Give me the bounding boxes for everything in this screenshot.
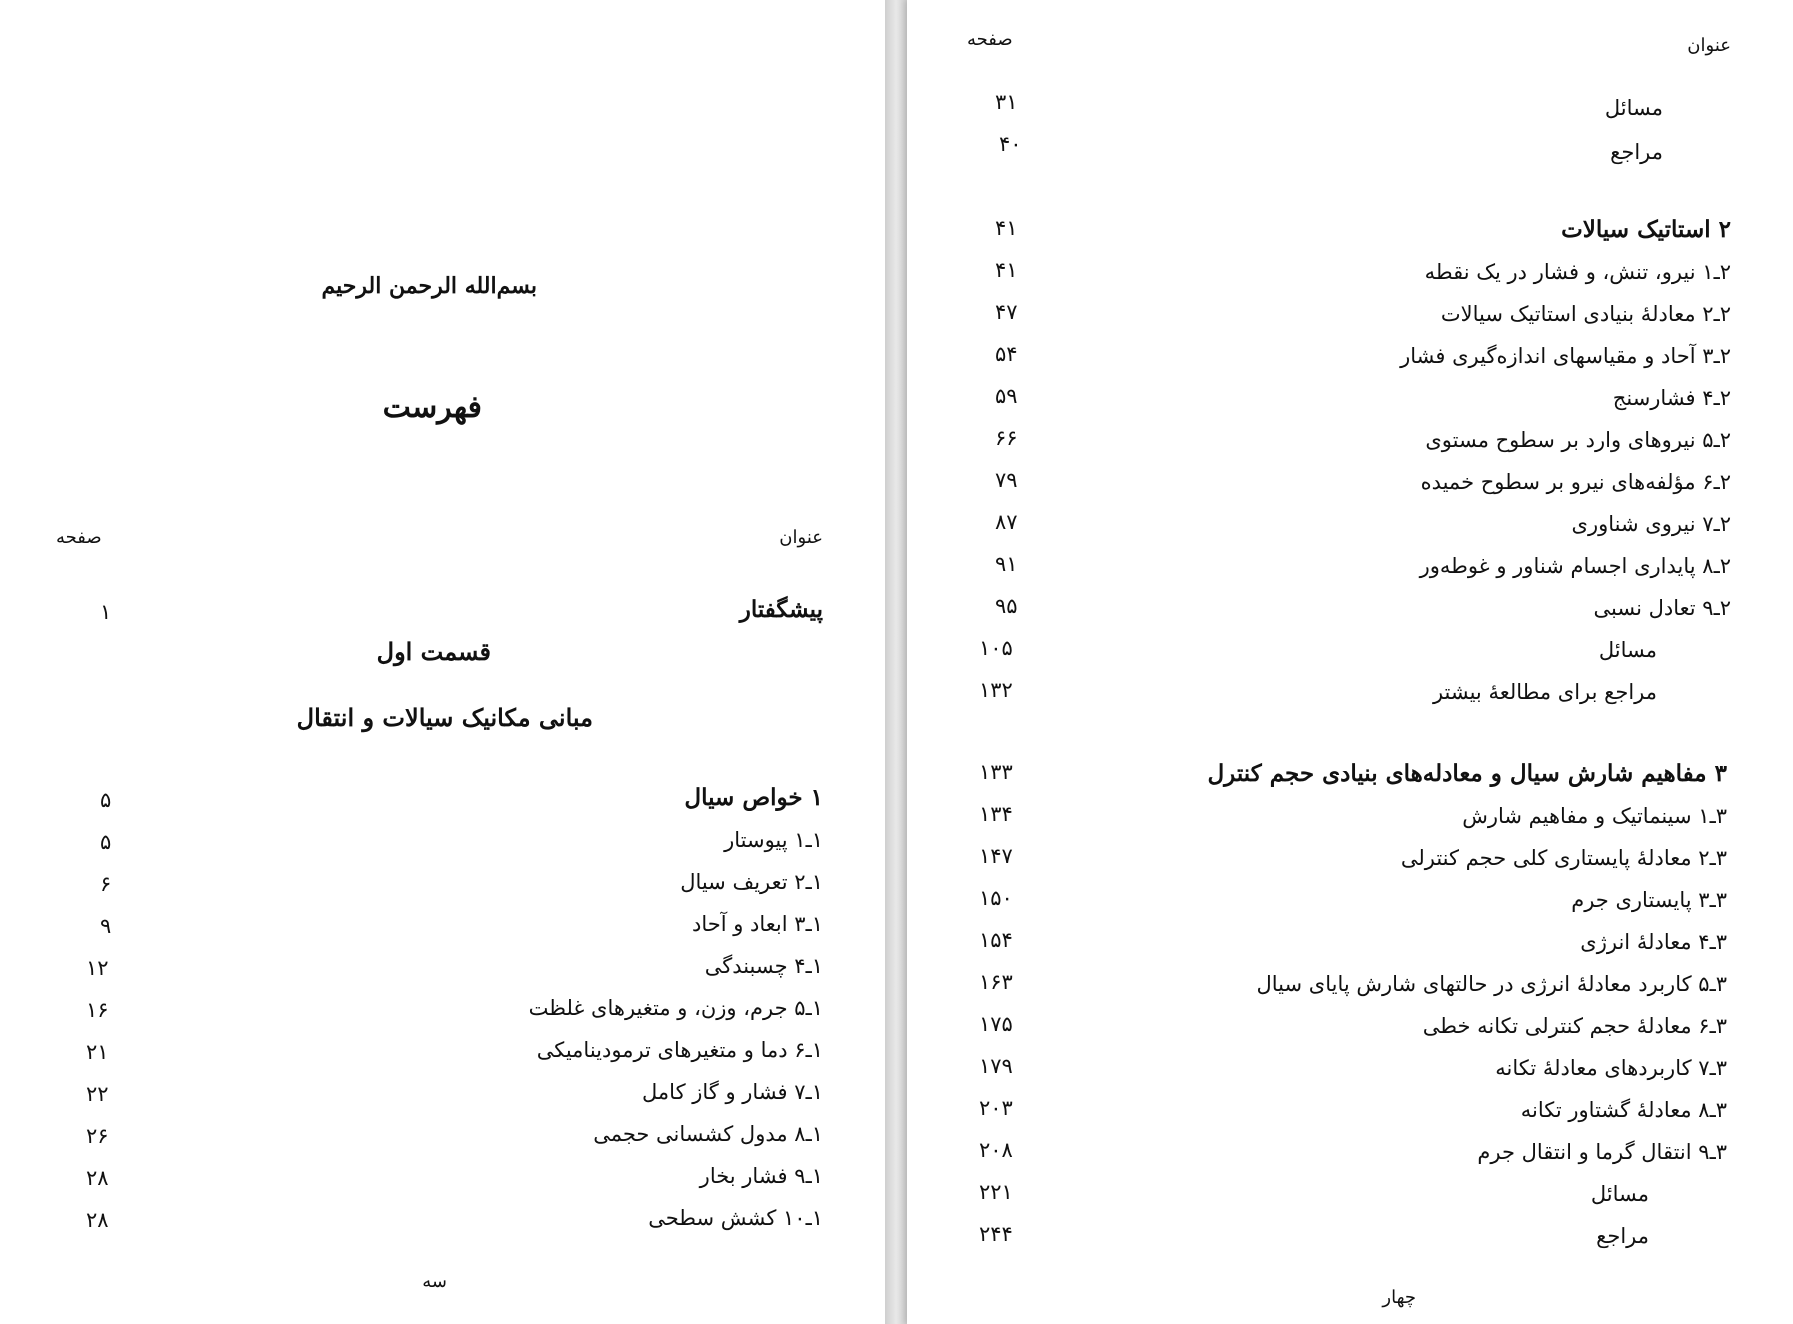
toc-item-page: ۱۰۵: [979, 636, 1013, 660]
toc-item-label: ۲ـ۷ نیروی شناوری: [1571, 512, 1731, 536]
toc-item-label: ۲ـ۴ فشارسنج: [1612, 386, 1731, 410]
toc-item-page: ۲۸: [86, 1208, 109, 1232]
bismillah: بسم‌الله الرحمن الرحیم: [321, 273, 537, 299]
toc-item-page: ۴۱: [995, 258, 1018, 282]
toc-item-label: مسائل: [1590, 1182, 1649, 1206]
page-footer: سه: [422, 1271, 447, 1292]
toc-item-label: ۲ـ۲ معادلهٔ بنیادی استاتیک سیالات: [1440, 302, 1731, 326]
toc-item-page: ۱۳۲: [979, 678, 1013, 702]
toc-item-label: ۳ـ۷ کاربردهای معادلهٔ تکانه: [1495, 1056, 1727, 1080]
chapter-3-label: ۳ مفاهیم شارش سیال و معادله‌های بنیادی حجم کنترل: [1207, 760, 1727, 787]
toc-item-page: ۲۰۳: [979, 1096, 1013, 1120]
toc-item-label: ۳ـ۴ معادلهٔ انرژی: [1580, 930, 1727, 954]
chapter-3-page: ۱۳۳: [979, 760, 1013, 784]
toc-item-page: ۱۶: [86, 998, 109, 1022]
toc-item-label: ۱ـ۵ جرم، وزن، و متغیرهای غلظت: [528, 996, 823, 1020]
toc-item-label: ۱ـ۱ پیوستار: [724, 828, 823, 852]
toc-item-page: ۱۷۵: [979, 1012, 1013, 1036]
toc-item-label: ۱ـ۷ فشار و گاز کامل: [642, 1080, 823, 1104]
toc-item-page: ۲۸: [86, 1166, 109, 1190]
toc-item-label: ۱ـ۱۰ کشش سطحی: [648, 1206, 823, 1230]
book-gutter: [885, 0, 907, 1324]
chapter-2-label: ۲ استاتیک سیالات: [1561, 216, 1731, 243]
header-page: صفحه: [967, 29, 1013, 50]
toc-item-label: مراجع: [1596, 1224, 1649, 1248]
toc-item-label: ۳ـ۲ معادلهٔ پایستاری کلی حجم کنترلی: [1400, 846, 1727, 870]
toc-item-page: ۴۷: [995, 300, 1018, 324]
chapter-1-label: ۱ خواص سیال: [684, 784, 823, 811]
right-page: [907, 0, 1793, 1324]
toc-item-label: ۱ـ۸ مدول کشسانی حجمی: [593, 1122, 823, 1146]
page-title: فهرست: [382, 390, 482, 425]
toc-item-page: ۳۱: [995, 90, 1018, 114]
part-label: قسمت اول: [376, 637, 491, 666]
toc-item-page: ۱۴۷: [979, 844, 1013, 868]
page-footer: چهار: [1382, 1287, 1416, 1308]
toc-item-label: ۳ـ۶ معادلهٔ حجم کنترلی تکانه خطی: [1422, 1014, 1727, 1038]
toc-item-page: ۵۹: [995, 384, 1018, 408]
toc-item-label: ۱ـ۶ دما و متغیرهای ترمودینامیکی: [536, 1038, 823, 1062]
toc-item-label: مسائل: [1604, 96, 1663, 120]
toc-item-label: ۲ـ۶ مؤلفه‌های نیرو بر سطوح خمیده: [1420, 470, 1731, 494]
toc-item-page: ۱۵۰: [979, 886, 1013, 910]
toc-item-label: ۲ـ۳ آحاد و مقیاسهای اندازه‌گیری فشار: [1400, 344, 1731, 368]
preface-page: ۱: [100, 600, 112, 624]
toc-item-label: ۲ـ۹ تعادل نسبی: [1593, 596, 1731, 620]
toc-item-page: ۸۷: [995, 510, 1018, 534]
header-title: عنوان: [779, 527, 823, 548]
toc-item-page: ۶۶: [995, 426, 1018, 450]
toc-item-label: ۱ـ۴ چسبندگی: [704, 954, 823, 978]
toc-item-page: ۱۳۴: [979, 802, 1013, 826]
toc-item-page: ۲۲: [86, 1082, 109, 1106]
toc-item-page: ۹: [100, 914, 112, 938]
toc-item-page: ۷۹: [995, 468, 1018, 492]
part-title: مبانی مکانیک سیالات و انتقال: [296, 703, 593, 732]
toc-item-page: ۵: [100, 830, 112, 854]
toc-item-page: ۲۱: [86, 1040, 109, 1064]
toc-item-page: ۲۲۱: [979, 1180, 1013, 1204]
toc-item-label: ۳ـ۵ کاربرد معادلهٔ انرژی در حالتهای شارش پایای سیال: [1256, 972, 1727, 996]
toc-item-page: ۲۶: [86, 1124, 109, 1148]
toc-item-page: ۹۱: [995, 552, 1018, 576]
toc-item-page: ۴۰: [999, 132, 1022, 156]
toc-item-page: ۹۵: [995, 594, 1018, 618]
toc-item-label: ۱ـ۲ تعریف سیال: [680, 870, 823, 894]
chapter-1-page: ۵: [100, 788, 112, 812]
toc-item-label: ۲ـ۱ نیرو، تنش، و فشار در یک نقطه: [1424, 260, 1731, 284]
toc-item-page: ۲۰۸: [979, 1138, 1013, 1162]
toc-item-label: ۳ـ۸ معادلهٔ گشتاور تکانه: [1520, 1098, 1727, 1122]
chapter-2-page: ۴۱: [995, 216, 1018, 240]
toc-item-page: ۱۵۴: [979, 928, 1013, 952]
toc-item-label: ۲ـ۸ پایداری اجسام شناور و غوطه‌ور: [1419, 554, 1731, 578]
toc-item-page: ۱۶۳: [979, 970, 1013, 994]
left-page: [0, 0, 885, 1324]
toc-item-label: ۳ـ۳ پایستاری جرم: [1571, 888, 1727, 912]
toc-item-label: ۲ـ۵ نیروهای وارد بر سطوح مستوی: [1425, 428, 1731, 452]
toc-item-label: مراجع: [1610, 140, 1663, 164]
toc-item-page: ۱۷۹: [979, 1054, 1013, 1078]
toc-item-label: ۳ـ۱ سینماتیک و مفاهیم شارش: [1462, 804, 1727, 828]
toc-item-label: مسائل: [1598, 638, 1657, 662]
toc-item-label: مراجع برای مطالعهٔ بیشتر: [1432, 680, 1657, 704]
toc-item-page: ۱۲: [86, 956, 109, 980]
toc-item-label: ۱ـ۳ ابعاد و آحاد: [691, 912, 823, 936]
header-title: عنوان: [1687, 35, 1731, 56]
toc-item-page: ۶: [100, 872, 112, 896]
toc-item-label: ۳ـ۹ انتقال گرما و انتقال جرم: [1477, 1140, 1727, 1164]
toc-item-label: ۱ـ۹ فشار بخار: [699, 1164, 823, 1188]
preface-label: پیشگفتار: [739, 596, 823, 623]
toc-item-page: ۵۴: [995, 342, 1018, 366]
toc-item-page: ۲۴۴: [979, 1222, 1013, 1246]
header-page: صفحه: [56, 527, 102, 548]
